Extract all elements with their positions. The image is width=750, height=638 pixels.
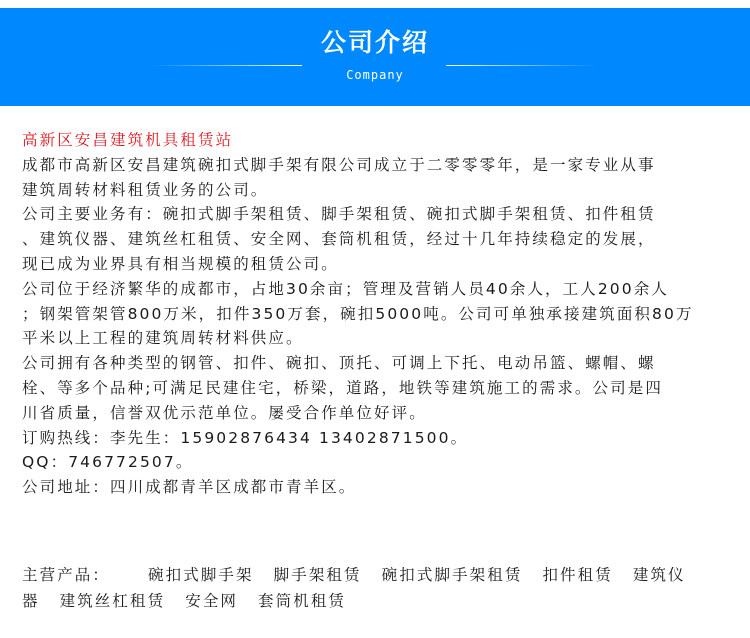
product-item: 器 — [22, 592, 40, 610]
intro-line: 川省质量，信誉双优示范单位。屡受合作单位好评。 — [22, 403, 427, 422]
contact-address: 公司地址：四川成都青羊区成都市青羊区。 — [22, 478, 357, 497]
decorative-line-left — [150, 65, 302, 66]
intro-line: 建筑周转材料租赁业务的公司。 — [22, 180, 269, 199]
intro-line: ；钢架管架管800万米，扣件350万套，碗扣5000吨。公司可单独承接建筑面积80万 — [22, 304, 694, 323]
product-item: 扣件租赁 — [542, 566, 613, 584]
section-subtitle: Company — [346, 68, 404, 82]
intro-line: 平米以上工程的建筑周转材料供应。 — [22, 329, 304, 348]
intro-line: 栓、等多个品种;可满足民建住宅，桥梁，道路，地铁等建筑施工的需求。公司是四 — [22, 378, 663, 397]
products-line-2 — [22, 588, 734, 614]
decorative-line-right — [446, 65, 598, 66]
intro-line: 、建筑仪器、建筑丝杠租赁、安全网、套筒机租赁，经过十几年持续稳定的发展， — [22, 230, 656, 249]
product-item: 建筑丝杠租赁 — [59, 592, 166, 610]
intro-line: 公司主要业务有：碗扣式脚手架租赁、脚手架租赁、碗扣式脚手架租赁、扣件租赁 — [22, 205, 656, 224]
product-item: 碗扣式脚手架 — [148, 566, 254, 584]
intro-line: 成都市高新区安昌建筑碗扣式脚手架有限公司成立于二零零零年，是一家专业从事 — [22, 155, 656, 174]
products-line-1 — [22, 562, 734, 588]
company-intro — [22, 128, 732, 500]
product-item: 碗扣式脚手架租赁 — [381, 566, 523, 584]
product-item: 套筒机租赁 — [258, 592, 347, 610]
intro-line: 公司拥有各种类型的钢管、扣件、碗扣、顶托、可调上下托、电动吊篮、螺帽、螺 — [22, 354, 656, 373]
intro-line: 公司位于经济繁华的成都市，占地30余亩；管理及营销人员40余人，工人200余人 — [22, 279, 669, 298]
contact-hotline: 订购热线：李先生：15902876434 13402871500。 — [22, 428, 469, 447]
contact-qq: QQ：746772507。 — [22, 453, 194, 472]
main-products — [22, 562, 734, 614]
product-item: 安全网 — [185, 592, 239, 610]
intro-line: 现已成为业界具有相当规模的租赁公司。 — [22, 254, 339, 273]
section-title: 公司介绍 — [320, 28, 429, 57]
product-item: 脚手架租赁 — [273, 566, 362, 584]
product-item: 建筑仪 — [632, 566, 686, 584]
company-name: 高新区安昌建筑机具租赁站 — [22, 131, 234, 149]
products-label: 主营产品： — [22, 566, 111, 584]
